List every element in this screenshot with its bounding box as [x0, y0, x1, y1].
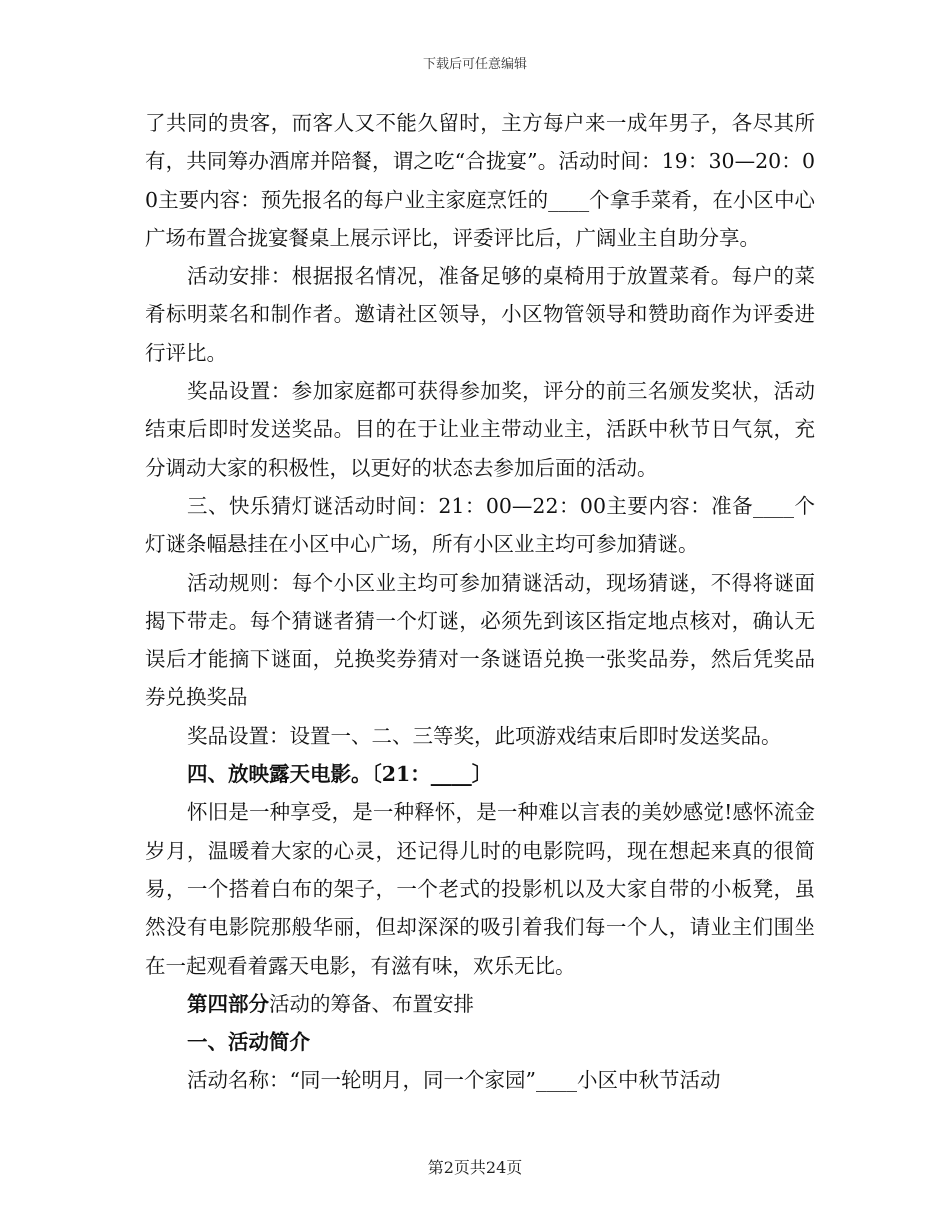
page-number: 第2页共24页 [427, 1158, 523, 1177]
paragraph-prize-setting-1: 奖品设置：参加家庭都可获得参加奖，评分的前三名颁发奖状，活动结束后即时发送奖品。目的在于让业主带动业主，活跃中秋节日气氛，充分调动大家的积极性，以更好的状态去参加后面的活动。 [145, 379, 815, 480]
paragraph-prize-setting-2: 奖品设置：设置一、二、三等奖，此项游戏结束后即时发送奖品。 [187, 723, 782, 748]
paragraph-nostalgia: 怀旧是一种享受，是一种释怀，是一种难以言表的美妙感觉!感怀流金岁月，温暖着大家的心灵，还记得儿时的电影院吗，现在想起来真的很简易，一个搭着白布的架子，一个老式的投影机以及大家自带的小板凳，虽然没有电影院那般华丽，但却深深的吸引着我们每一个人，请业主们围坐在一起观看着露天电影，有滋有味，欢乐无比。 [145, 800, 815, 978]
section-heading-outdoor-movie: 四、放映露天电影。〔21：____〕 [187, 762, 493, 787]
part-four-title: 活动的筹备、布置安排 [269, 991, 474, 1016]
paragraph-activity-rules: 活动规则：每个小区业主均可参加猜谜活动，现场猜谜，不得将谜面揭下带走。每个猜谜者猜一个灯谜，必须先到该区指定地点核对，确认无误后才能摘下谜面，兑换奖券猜对一条谜语兑换一张奖品券，然后凭奖品券兑换奖品 [145, 570, 815, 710]
section-heading-activity-intro: 一、活动简介 [187, 1030, 310, 1055]
document-body [145, 104, 815, 1100]
part-four-label: 第四部分 [187, 991, 269, 1016]
paragraph-lantern-riddles: 三、快乐猜灯谜活动时间：21：00—22：00主要内容：准备____个灯谜条幅悬挂在小区中心广场，所有小区业主均可参加猜谜。 [145, 493, 815, 557]
part-four-heading [145, 985, 815, 1023]
paragraph-activity-arrangement: 活动安排：根据报名情况，准备足够的桌椅用于放置菜肴。每户的菜肴标明菜名和制作者。邀请社区领导，小区物管领导和赞助商作为评委进行评比。 [145, 264, 815, 365]
paragraph-banquet-continued: 了共同的贵客，而客人又不能久留时，主方每户来一成年男子，各尽其所有，共同筹办酒席并陪餐，谓之吃“合拢宴”。活动时间：19：30—20：00主要内容：预先报名的每户业主家庭烹饪的____个拿手菜肴，在小区中心广场布置合拢宴餐桌上展示评比，评委评比后，广阔业主自助分享。 [145, 111, 815, 250]
paragraph-activity-name: 活动名称：“同一轮明月，同一个家园”____小区中秋节活动 [187, 1068, 721, 1093]
page-header: 下载后可任意编辑 [422, 57, 527, 72]
